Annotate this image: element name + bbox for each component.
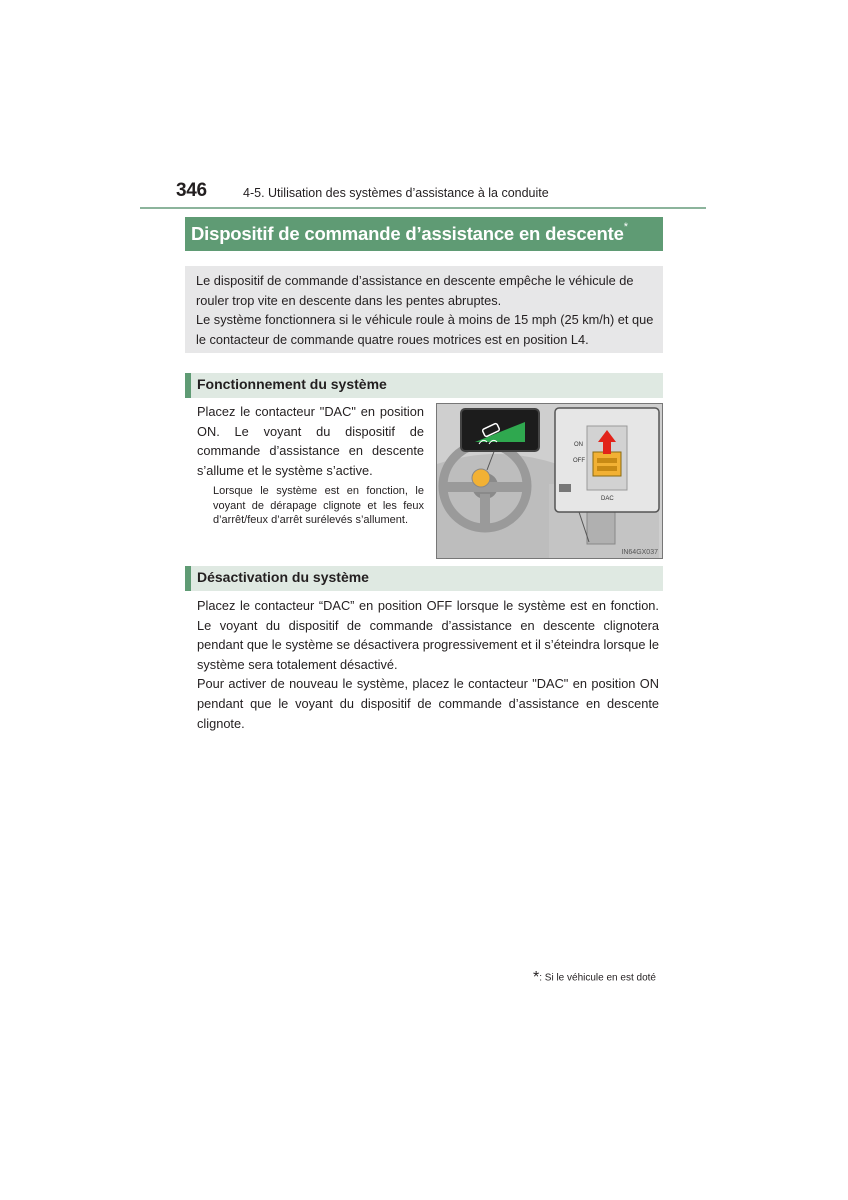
title-asterisk: * — [623, 221, 628, 233]
section-heading-operation: Fonctionnement du système — [185, 373, 663, 398]
intro-paragraph-1: Le dispositif de commande d’assistance en descente empêche le véhicule de rouler trop vite en descente dans les pentes abruptes. — [196, 273, 634, 308]
footnote-text: : Si le véhicule en est doté — [539, 972, 656, 984]
operation-text: Placez le contacteur "DAC" en position ON. Le voyant du dispositif de commande d’assistance en descente s’allume et le système s’active. — [197, 404, 424, 478]
footnote — [533, 969, 656, 987]
switch-on-label: ON — [574, 442, 583, 448]
page-title — [185, 217, 663, 251]
deactivation-text — [197, 596, 659, 733]
page-number: 346 — [176, 180, 207, 201]
deactivation-paragraph-2: Pour activer de nouveau le système, placez le contacteur "DAC" en position ON pendant que le voyant du dispositif de commande d’assistance en descente clignote. — [197, 676, 659, 731]
figure-code: IN64GX037 — [621, 549, 658, 556]
operation-note: Lorsque le système est en fonction, le voyant de dérapage clignote et les feux d’arrêt/feux d’arrêt surélevés s’allument. — [213, 485, 424, 526]
deactivation-paragraph-1: Placez le contacteur “DAC” en position OFF lorsque le système est en fonction. Le voyant du dispositif de commande d’assistance en descente clignotera pendant que le système se désactivera progressivement et il s’éteindra lorsque le système sera totalement désactivé. — [197, 598, 659, 672]
header-rule — [140, 207, 706, 209]
intro-box — [185, 266, 663, 353]
dac-indicator-icon — [461, 409, 539, 451]
page-title-text: Dispositif de commande d’assistance en descente — [191, 223, 624, 244]
intro-paragraph-2: Le système fonctionnera si le véhicule roule à moins de 15 mph (25 km/h) et que le contacteur de commande quatre roues motrices est en position L4. — [196, 312, 654, 347]
section-heading-deactivation: Désactivation du système — [185, 566, 663, 591]
switch-off-label: OFF — [573, 458, 585, 464]
dac-switch-button — [593, 452, 621, 476]
indicator-highlight — [472, 469, 490, 487]
switch-dac-label: DAC — [601, 496, 614, 502]
running-header: 4-5. Utilisation des systèmes d’assistance à la conduite — [243, 186, 549, 200]
dac-slope-icon — [559, 484, 571, 492]
dashboard-drawing — [437, 404, 663, 559]
footnote-star: * — [533, 969, 540, 986]
dac-switch-illustration — [436, 403, 663, 559]
